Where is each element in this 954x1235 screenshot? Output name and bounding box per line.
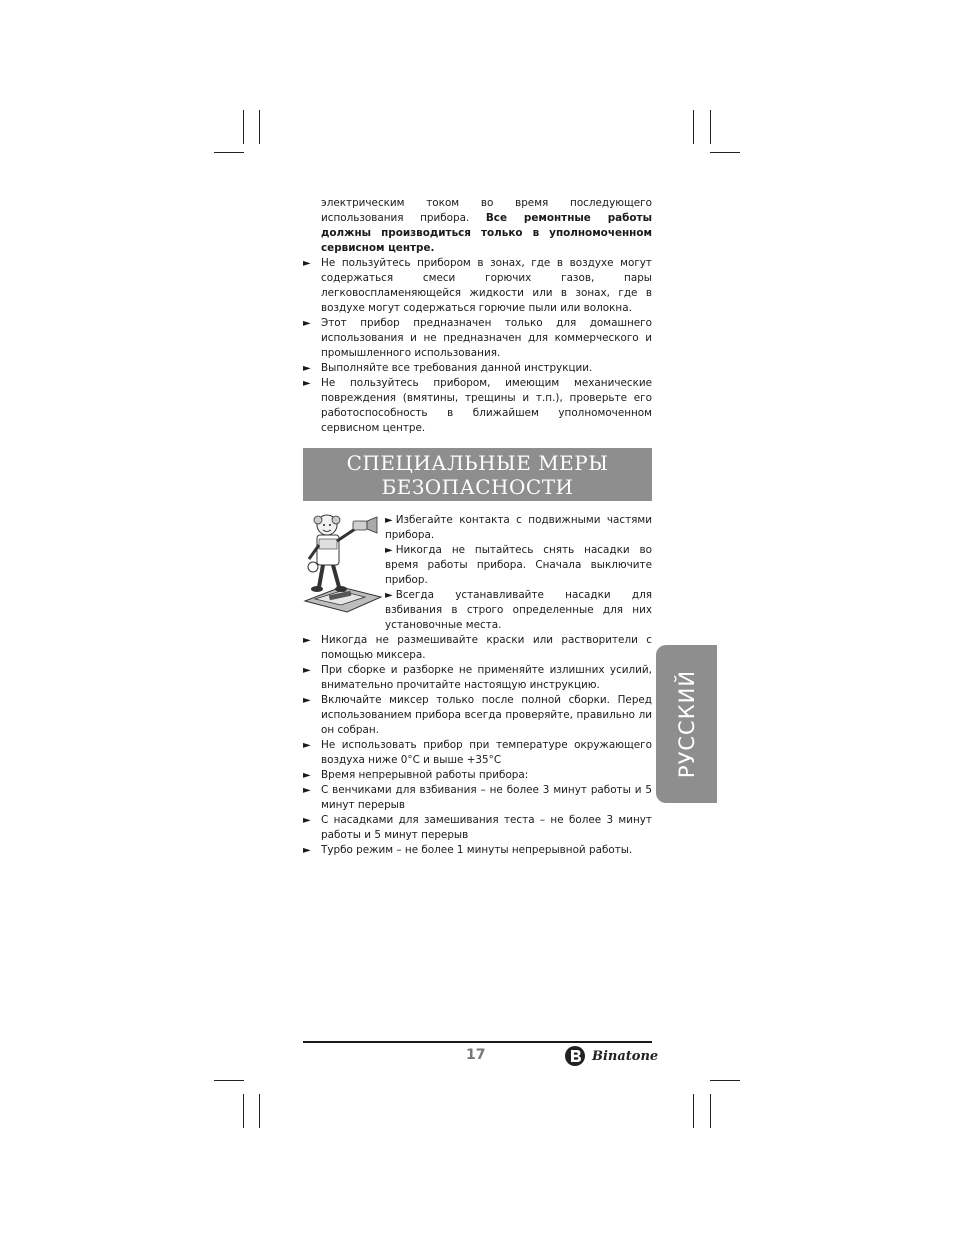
list-item: ► Турбо режим – не более 1 минуты непрерывной работы. [303,844,633,856]
binatone-logo-icon [564,1045,590,1067]
crop-mark [693,110,694,144]
bullet-arrow-icon: ► [303,815,311,826]
list-item: ► При сборке и разборке не применяйте излишних усилий, внимательно прочитайте настоящую инструкцию. [303,664,652,691]
list-item: ► Всегда устанавливайте насадки для взбивания в строго определенные для них установочные места. [385,589,652,631]
bullet-arrow-icon: ► [303,318,311,329]
crop-mark [214,1080,244,1081]
footer-divider [303,1041,652,1043]
crop-mark [693,1094,694,1128]
list-item: ► Этот прибор предназначен только для домашнего использования и не предназначен для коммерческого и промышленного использования. [303,317,652,359]
crop-mark [243,110,244,144]
crop-mark [243,1094,244,1128]
page-content [303,196,652,858]
illustrated-warnings [303,513,652,633]
bullet-arrow-icon: ► [303,378,311,389]
intro-paragraph [321,196,652,256]
list-item: ► Не пользуйтесь прибором в зонах, где в воздухе могут содержаться смеси горючих газов, пары легковоспламеняющейся жидкости или в зонах, где в воздухе могут содержаться горючие пыли или волокна. [303,257,652,314]
mechanic-illustration-icon [303,513,383,613]
crop-mark [259,110,260,144]
bullet-arrow-icon: ► [385,515,393,526]
illustrated-warnings-text [385,513,652,633]
bullet-arrow-icon: ► [303,695,311,706]
bullet-arrow-icon: ► [303,635,311,646]
list-item: ► С венчиками для взбивания – не более 3 минут работы и 5 минут перерыв [303,784,652,811]
section-title: СПЕЦИАЛЬНЫЕ МЕРЫ БЕЗОПАСНОСТИ [346,450,609,499]
brand-name: Binatone [592,1048,659,1064]
list-item: ► Время непрерывной работы прибора: [303,769,529,781]
bullet-arrow-icon: ► [303,845,311,856]
list-item: ► С насадками для замешивания теста – не более 3 минут работы и 5 минут перерыв [303,814,652,841]
crop-mark [710,152,740,153]
list-item: ► Никогда не размешивайте краски или растворители с помощью миксера. [303,634,652,661]
list-item: ► Избегайте контакта с подвижными частями прибора. [385,514,652,541]
section-banner [303,448,652,501]
brand-logo [564,1045,658,1067]
list-item: ► Не пользуйтесь прибором, имеющим механические повреждения (вмятины, трещины и т.п.), проверьте его работоспособность в ближайшем уполномоченном сервисном центре. [303,377,652,434]
bullet-arrow-icon: ► [303,258,311,269]
crop-mark [259,1094,260,1128]
list-item: ► Включайте миксер только после полной сборки. Перед использованием прибора всегда проверяйте, правильно ли он собран. [303,694,652,736]
language-tab-label: РУССКИЙ [674,669,699,779]
bullet-list-bottom [303,633,652,858]
intro-text: электрическим током во время последующего использования прибора. [321,197,652,224]
crop-mark [214,152,244,153]
list-item: ► Не использовать прибор при температуре окружающего воздуха ниже 0°С и выше +35°С [303,739,652,766]
bullet-arrow-icon: ► [303,785,311,796]
bullet-arrow-icon: ► [303,770,311,781]
bullet-arrow-icon: ► [303,363,311,374]
crop-mark [710,1094,711,1128]
bullet-arrow-icon: ► [303,740,311,751]
bullet-arrow-icon: ► [385,545,393,556]
list-item: ► Никогда не пытайтесь снять насадки во время работы прибора. Сначала выключите прибор. [385,544,652,586]
bullet-arrow-icon: ► [385,590,393,601]
page-number: 17 [466,1047,486,1063]
list-item: ► Выполняйте все требования данной инструкции. [303,362,593,374]
crop-mark [710,1080,740,1081]
intro-bold-text: Все ремонтные работы должны производиться только в уполномоченном сервисном центре. [321,212,652,254]
language-tab [656,645,717,803]
bullet-arrow-icon: ► [303,665,311,676]
bullet-list-top [303,256,652,436]
crop-mark [710,110,711,144]
